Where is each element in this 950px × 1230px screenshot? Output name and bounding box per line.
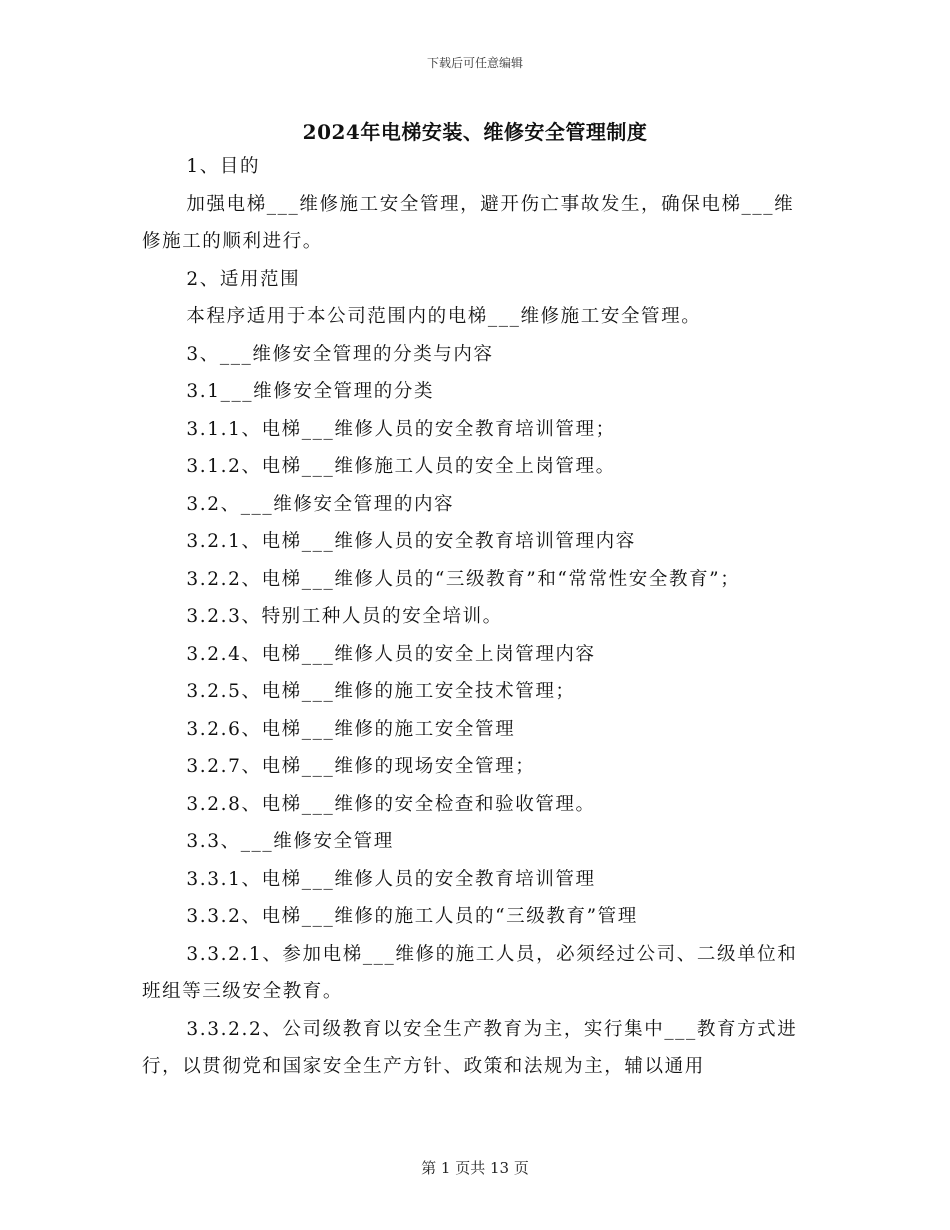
- paragraph: 3.3.1、电梯___维修人员的安全教育培训管理: [186, 868, 596, 890]
- page-footer: 第 1 页共 13 页: [421, 1159, 529, 1177]
- paragraph: 加强电梯___维修施工安全管理，避开伤亡事故发生，确保电梯___维修施工的顺利进行。: [142, 193, 795, 252]
- paragraph: 3.1.2、电梯___维修施工人员的安全上岗管理。: [186, 456, 616, 477]
- paragraph: 3.1___维修安全管理的分类: [186, 381, 435, 402]
- paragraph: 3.2.1、电梯___维修人员的安全教育培训管理内容: [186, 531, 636, 552]
- paragraph: 3.2.6、电梯___维修的施工安全管理: [186, 718, 516, 740]
- paragraph: 3.3、___维修安全管理: [186, 831, 394, 852]
- paragraph: 3、___维修安全管理的分类与内容: [186, 343, 494, 365]
- paragraph: 3.2.8、电梯___维修的安全检查和验收管理。: [186, 793, 596, 815]
- paragraph: 1、目的: [186, 156, 261, 177]
- paragraph: 3.2、___维修安全管理的内容: [186, 493, 455, 515]
- paragraph: 3.3.2.2、公司级教育以安全生产教育为主，实行集中___教育方式进行，以贯彻党和国家安全生产方针、政策和法规为主，辅以通用: [142, 1018, 798, 1077]
- paragraph: 3.2.5、电梯___维修的施工安全技术管理；: [186, 681, 576, 702]
- paragraph: 3.2.2、电梯___维修人员的“三级教育”和“常常性安全教育”；: [186, 568, 741, 590]
- paragraph: 2、适用范围: [186, 268, 301, 290]
- paragraph: 3.3.2.1、参加电梯___维修的施工人员，必须经过公司、二级单位和班组等三级安全教育。: [142, 943, 798, 1002]
- paragraph: 本程序适用于本公司范围内的电梯___维修施工安全管理。: [186, 306, 702, 327]
- document-title: 2024年电梯安装、维修安全管理制度: [302, 120, 648, 144]
- header-note: 下载后可任意编辑: [426, 56, 523, 70]
- paragraph: 3.3.2、电梯___维修的施工人员的“三级教育”管理: [186, 906, 638, 927]
- paragraph: 3.2.3、特别工种人员的安全培训。: [186, 606, 503, 627]
- paragraph: 3.2.7、电梯___维修的现场安全管理；: [186, 756, 536, 777]
- paragraph: 3.1.1、电梯___维修人员的安全教育培训管理；: [186, 418, 616, 440]
- document-body: [142, 148, 810, 1086]
- paragraph: 3.2.4、电梯___维修人员的安全上岗管理内容: [186, 643, 596, 665]
